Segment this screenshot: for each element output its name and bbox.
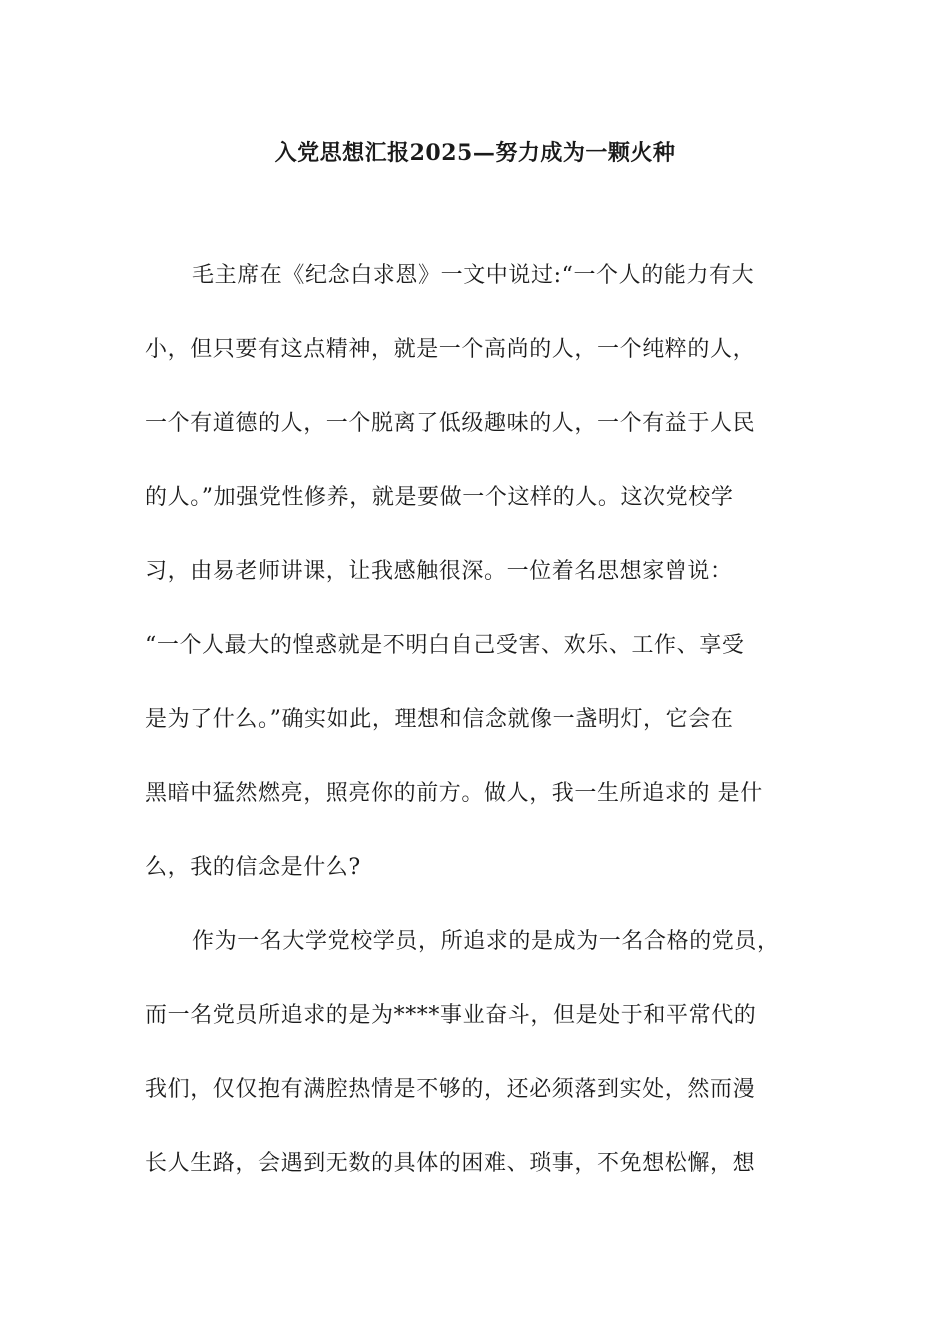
- paragraph-line: 长人生路，会遇到无数的具体的困难、琐事，不免想松懈，想: [145, 1151, 756, 1176]
- paragraph-line: 一个有道德的人，一个脱离了低级趣味的人，一个有益于人民: [145, 411, 756, 436]
- paragraph-line: 是为了什么。”确实如此，理想和信念就像一盏明灯，它会在: [145, 707, 734, 732]
- paragraph-line: “一个人最大的惶惑就是不明白自己受害、欢乐、工作、享受: [145, 633, 745, 658]
- document-body: [145, 258, 815, 1220]
- paragraph-line: 习，由易老师讲课，让我感触很深。一位着名思想家曾说：: [145, 559, 733, 584]
- paragraph-line: 我们，仅仅抱有满腔热情是不够的，还必须落到实处，然而漫: [145, 1077, 756, 1102]
- paragraph-line: 的人。”加强党性修养，就是要做一个这样的人。这次党校学: [145, 485, 734, 510]
- paragraph-line: 作为一名大学党校学员，所追求的是成为一名合格的党员，: [192, 929, 780, 954]
- paragraph-line: 小，但只要有这点精神，就是一个高尚的人，一个纯粹的人，: [145, 337, 756, 362]
- paragraph-line: 而一名党员所追求的是为****事业奋斗，但是处于和平常代的: [145, 1003, 757, 1028]
- document-title: 入党思想汇报2025—努力成为一颗火种: [274, 140, 676, 166]
- paragraph-line: 黑暗中猛然燃亮，照亮你的前方。做人，我一生所追求的 是什: [145, 781, 763, 806]
- paragraph-line: 毛主席在《纪念白求恩》一文中说过:“一个人的能力有大: [192, 263, 755, 288]
- paragraph-line: 么，我的信念是什么?: [145, 855, 361, 880]
